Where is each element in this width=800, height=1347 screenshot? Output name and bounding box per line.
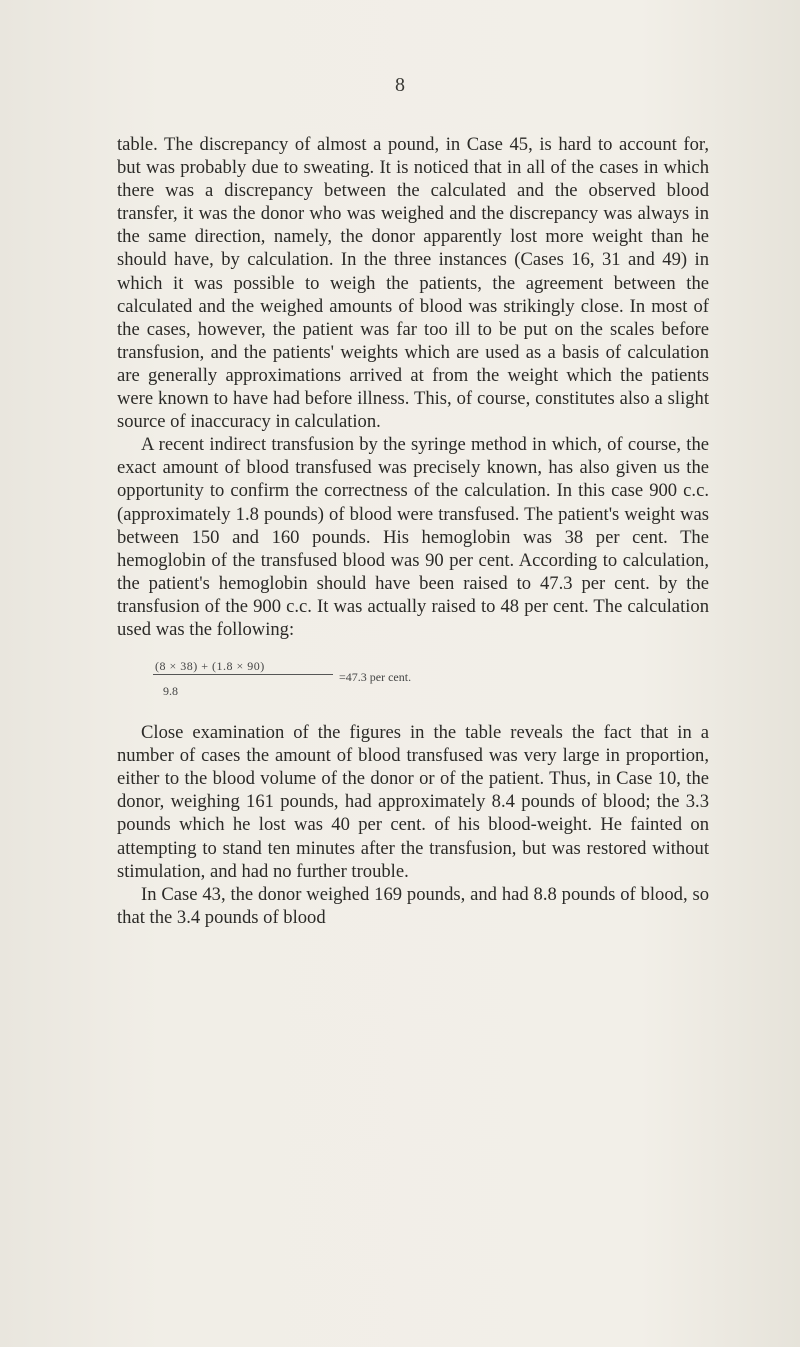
hemoglobin-formula <box>117 655 709 713</box>
fraction-bar <box>153 674 333 675</box>
page-number: 8 <box>395 74 405 96</box>
formula-denominator: 9.8 <box>163 684 178 699</box>
paragraph-2: A recent indirect transfusion by the syringe method in which, of course, the exact amount of blood transfused was precisely known, has also given us the opportunity to confirm the correctness of the calculation. In this case 900 c.c. (approximately 1.8 pounds) of blood were transfused. The patient's weight was between 150 and 160 pounds. His hemoglobin was 38 per cent. The hemoglobin of the transfused blood was 90 per cent. According to calculation, the patient's hemoglobin should have been raised to 47.3 per cent. by the transfusion of the 900 c.c. It was actually raised to 48 per cent. The calculation used was the following: <box>117 434 709 640</box>
body-text <box>117 133 709 929</box>
paragraph-3: Close examination of the figures in the table reveals the fact that in a number of cases the amount of blood transfused was very large in proportion, either to the blood volume of the donor or of the patient. Thus, in Case 10, the donor, weighing 161 pounds, had approximately 8.4 pounds of blood; the 3.3 pounds which he lost was 40 per cent. of his blood-weight. He fainted on attempting to stand ten minutes after the transfusion, but was restored without stimulation, and had no further trouble. <box>117 722 709 882</box>
formula-result: =47.3 per cent. <box>339 670 412 685</box>
paragraph-4: In Case 43, the donor weighed 169 pounds, and had 8.8 pounds of blood, so that the 3.4 pounds of blood <box>117 883 709 928</box>
formula-numerator: (8 × 38) + (1.8 × 90) <box>155 659 265 674</box>
paragraph-1: table. The discrepancy of almost a pound, in Case 45, is hard to account for, but was probably due to sweating. It is noticed that in all of the cases in which there was a discrepancy between the calculated and the observed blood transfer, it was the donor who was weighed and the discrepancy was always in the same direction, namely, the donor apparently lost more weight than he should have, by calculation. In the three instances (Cases 16, 31 and 49) in which it was possible to weigh the patients, the agreement between the calculated and the weighed amounts of blood was strikingly close. In most of the cases, however, the patient was far too ill to be put on the scales before transfusion, and the patients' weights which are used as a basis of calculation are generally approximations arrived at from the weight which the patients were known to have had before illness. This, of course, constitutes also a slight source of inaccuracy in calculation. <box>117 134 709 433</box>
